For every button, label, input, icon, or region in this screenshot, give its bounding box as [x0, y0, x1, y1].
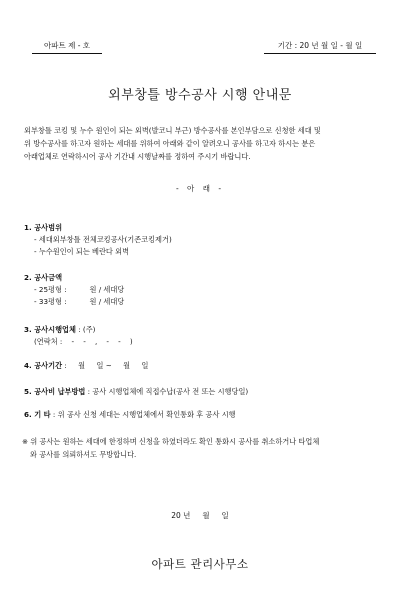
footnote-line: ※ 위 공사는 원하는 세대에 한정하며 신청을 하였더라도 확인 통화시 공사를 취소하거나 타업체 — [22, 437, 320, 446]
footnote-line: 와 공사를 의뢰하셔도 무방합니다. — [30, 450, 137, 459]
section-etc — [24, 409, 380, 421]
footnote — [22, 435, 378, 461]
etc-row — [24, 409, 380, 421]
section-amount — [24, 272, 380, 308]
footer-date: 20 년 월 일 — [171, 511, 229, 520]
list-item: - 누수원인이 되는 베란다 외벽 — [34, 247, 130, 256]
document-header — [0, 40, 400, 54]
notice-header: - 아 래 - — [175, 184, 225, 193]
office-signature: 아파트 관리사무소 — [151, 557, 249, 571]
intro-line: 아래업체로 연락하시어 공사 기간내 시행날짜를 정하여 주시기 바랍니다. — [24, 152, 251, 161]
list-item: - 33평형 : 원 / 세대당 — [34, 297, 125, 306]
section-title: 3. 공사시행업체 — [24, 325, 76, 334]
section-title: 5. 공사비 납부방법 — [24, 387, 86, 396]
section-scope — [24, 222, 380, 258]
list-item: - 25평형 : 원 / 세대당 — [34, 285, 125, 294]
contractor-row — [24, 324, 380, 336]
section-title: 2. 공사금액 — [24, 273, 63, 282]
document-title: 외부창틀 방수공사 시행 안내문 — [108, 88, 292, 103]
contractor-value: : (주) — [75, 325, 96, 334]
section-period — [24, 360, 380, 372]
period-row — [24, 360, 380, 372]
contractor-contact: (연락처 : - - , - - ) — [34, 337, 133, 346]
intro-paragraph — [24, 124, 380, 163]
intro-line: 외부창틀 코킹 및 누수 원인이 되는 외벽(발코니 부근) 방수공사를 본인부담으로 신청한 세대 및 — [24, 126, 321, 135]
etc-value: : 위 공사 신청 세대는 시행업체에서 확인통화 후 공사 시행 — [50, 410, 236, 419]
payment-row — [24, 386, 380, 398]
section-payment — [24, 386, 380, 398]
construction-period-header: 기간 : 20 년 월 일 - 월 일 — [264, 40, 376, 54]
section-contractor — [24, 324, 380, 348]
intro-line: 위 방수공사를 하고자 원하는 세대를 위하여 아래와 같이 알려오니 공사를 하고자 하시는 분은 — [24, 139, 316, 148]
apartment-number: 아파트 제 - 호 — [32, 40, 102, 54]
section-title: 4. 공사기간 — [24, 361, 63, 370]
period-value: : 월 일 ~ 월 일 — [62, 361, 149, 370]
section-title: 6. 기 타 — [24, 410, 51, 419]
list-item: - 세대외부창틀 전체코킹공사(기존코킹제거) — [34, 235, 172, 244]
payment-value: : 공사 시행업체에 직접수납(공사 전 또는 시행당일) — [85, 387, 249, 396]
section-title: 1. 공사범위 — [24, 223, 63, 232]
